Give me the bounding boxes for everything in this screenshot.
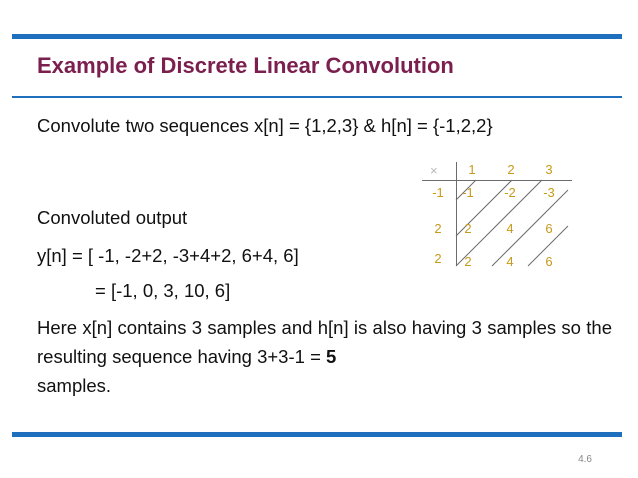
- multiply-icon: ×: [430, 163, 438, 178]
- convolution-table: [422, 158, 582, 270]
- row-label: -1: [432, 185, 444, 200]
- top-accent-bar: [12, 34, 622, 39]
- slide-number: 4.6: [578, 454, 592, 465]
- product-cell: 4: [506, 221, 514, 236]
- explanation-paragraph: [37, 313, 612, 400]
- output-expression: y[n] = [ -1, -2+2, -3+4+2, 6+4, 6]: [37, 245, 299, 266]
- output-label: Convoluted output: [37, 207, 188, 228]
- header-cell: 2: [507, 162, 515, 177]
- table-horizontal-rule: [422, 180, 572, 181]
- row-label: 2: [434, 221, 442, 236]
- title-divider: [12, 96, 622, 98]
- output-result: = [-1, 0, 3, 10, 6]: [95, 280, 231, 301]
- product-cell: 4: [506, 254, 514, 269]
- row-label: 2: [434, 251, 442, 266]
- header-cell: 3: [545, 162, 553, 177]
- product-cell: -2: [504, 185, 516, 200]
- table-vertical-rule: [456, 162, 457, 266]
- product-cell: 2: [464, 221, 472, 236]
- slide-title: Example of Discrete Linear Convolution: [37, 53, 454, 78]
- explanation-text: Here x[n] contains 3 samples and h[n] is also having 3 samples so the resulting sequence having 3+3-1 =: [37, 317, 612, 367]
- header-cell: 1: [468, 162, 476, 177]
- product-cell: 6: [545, 254, 553, 269]
- product-cell: 2: [464, 254, 472, 269]
- product-cell: -3: [543, 185, 555, 200]
- explanation-sample-count: 5: [326, 346, 337, 367]
- table-diagonals: [422, 158, 582, 270]
- problem-statement: Convolute two sequences x[n] = {1,2,3} & h[n] = {-1,2,2}: [37, 115, 493, 136]
- explanation-tail: samples.: [37, 375, 112, 396]
- bottom-accent-bar: [12, 432, 622, 437]
- product-cell: 6: [545, 221, 553, 236]
- product-cell: -1: [462, 185, 474, 200]
- diagonal-line: [492, 190, 568, 266]
